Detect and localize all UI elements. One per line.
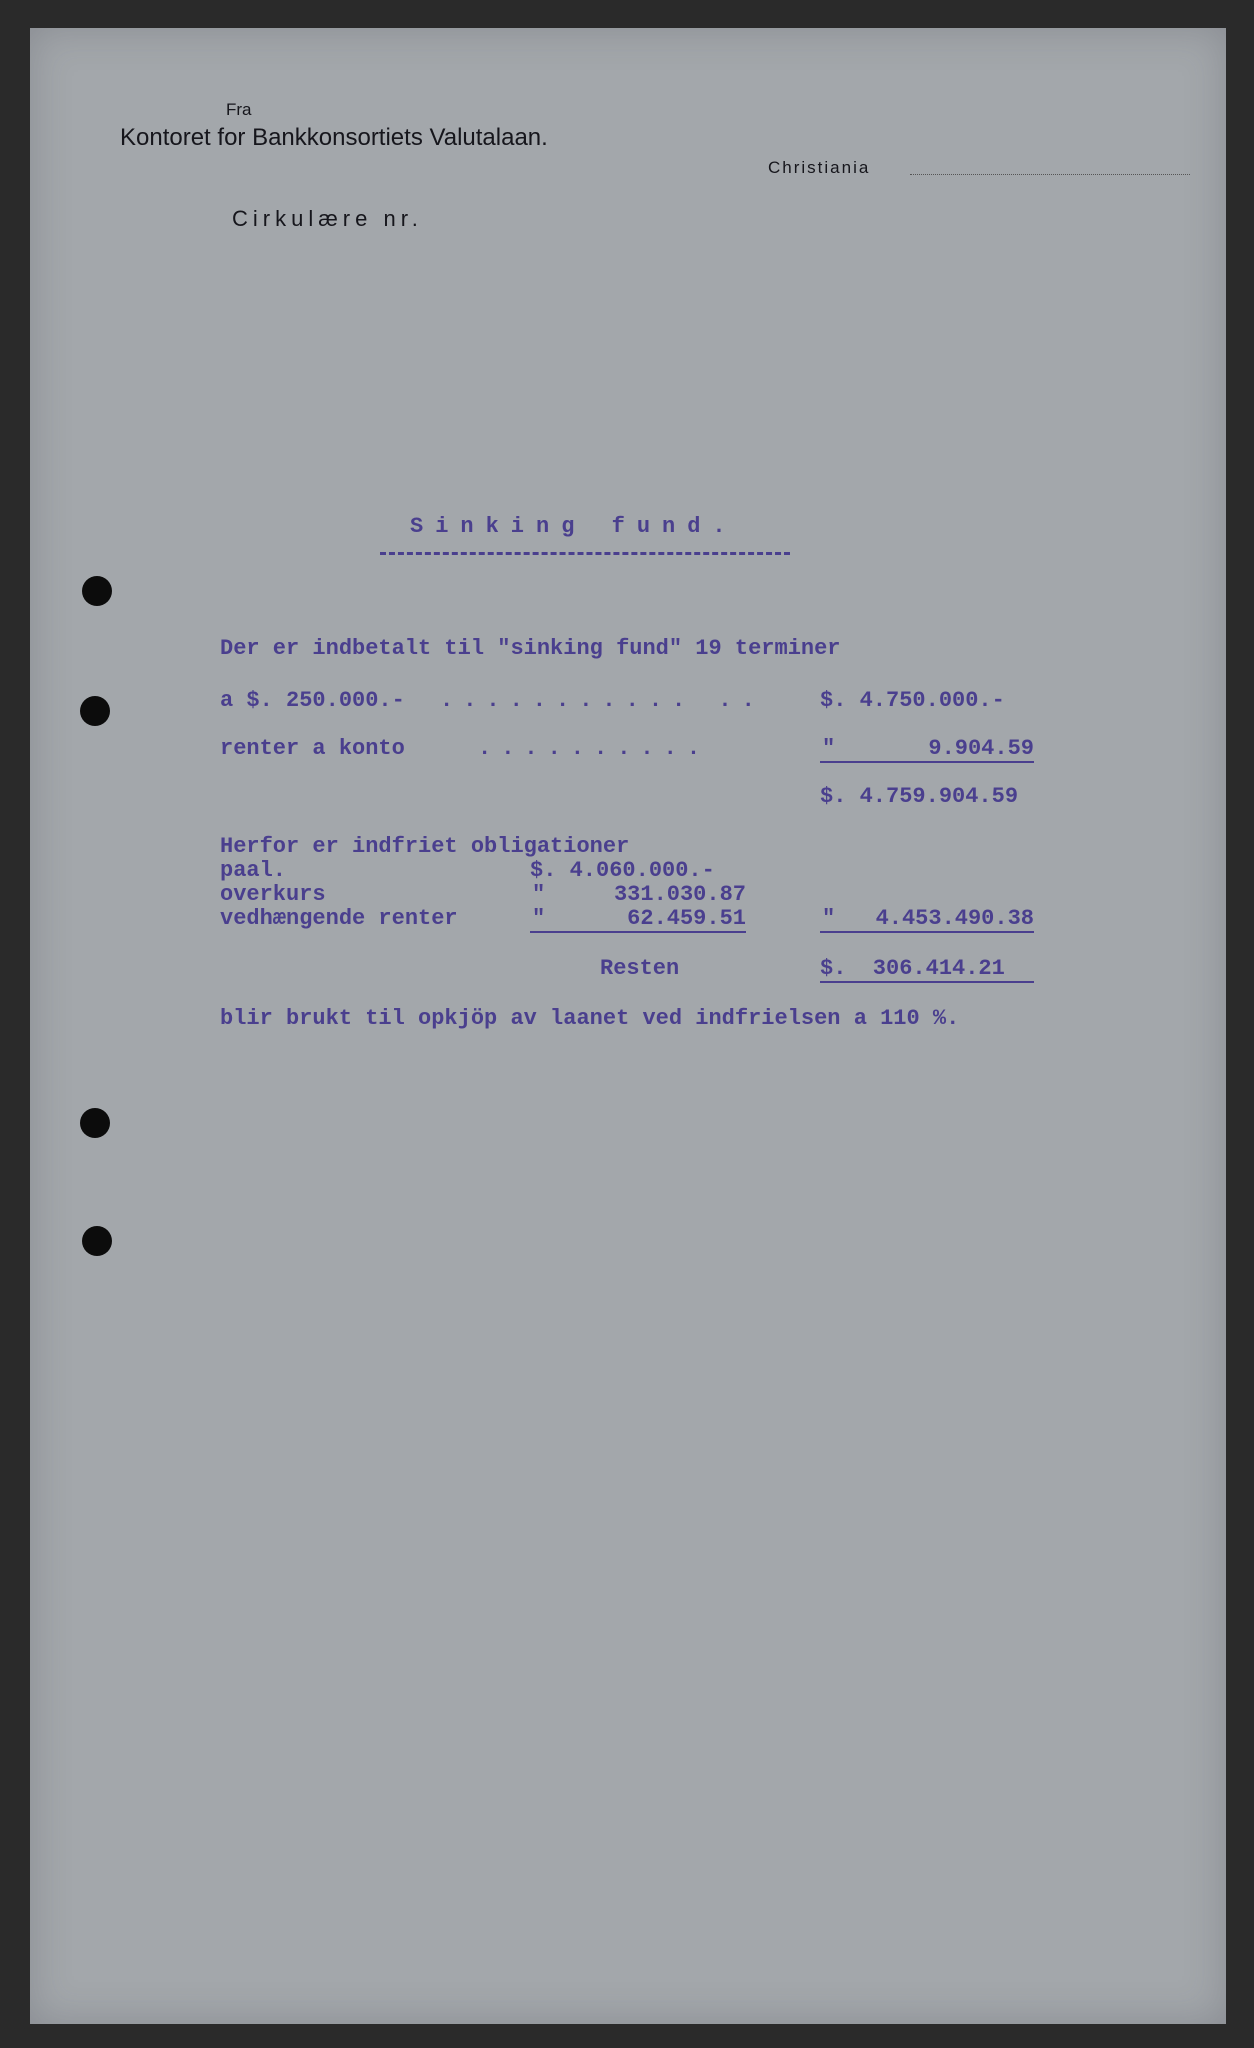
row1-dots: ........... .. <box>440 688 765 713</box>
final-line: blir brukt til opkjöp av laanet ved indfrielsen a 110 %. <box>220 1006 960 1031</box>
circular-number: Cirkulære nr. <box>232 206 423 231</box>
total-1: $. 4.759.904.59 <box>820 784 1019 809</box>
date-line <box>910 174 1190 175</box>
document-title: Sinking fund. <box>410 514 738 539</box>
paal-amount: $. 4.060.000.- <box>530 858 715 883</box>
punch-hole-4 <box>82 1226 112 1256</box>
row2-label: renter a konto <box>220 736 405 761</box>
row2-dots: .......... <box>478 736 711 761</box>
body-line-1: Der er indbetalt til "sinking fund" 19 terminer <box>220 636 841 661</box>
document-page <box>30 28 1226 2024</box>
letterhead-city: Christiania <box>768 158 871 177</box>
row1-amount: $. 4.750.000.- <box>820 688 1005 713</box>
letterhead-fra: Fra <box>226 100 252 119</box>
letterhead-office: Kontoret for Bankkonsortiets Valutalaan. <box>120 124 548 151</box>
vedhaengende-label: vedhængende renter <box>220 906 458 931</box>
vedhaengende-amount: 62.459.51 <box>530 906 746 933</box>
row2-amount: 9.904.59 <box>820 736 1034 763</box>
vedhaengende-total: 4.453.490.38 <box>820 906 1034 933</box>
overkurs-label: overkurs <box>220 882 326 907</box>
punch-hole-1 <box>82 576 112 606</box>
vedhaengende-ditto: " <box>532 906 546 931</box>
row1-label: a $. 250.000.- <box>220 688 405 713</box>
vedhaengende-total-ditto: " <box>822 906 836 931</box>
overkurs-ditto: " <box>532 882 546 907</box>
resten-label: Resten <box>600 956 680 981</box>
punch-hole-3 <box>80 1108 110 1138</box>
overkurs-amount: 331.030.87 <box>613 882 746 907</box>
row2-ditto: " <box>822 736 836 761</box>
herfor-line: Herfor er indfriet obligationer <box>220 834 630 859</box>
title-underline <box>380 552 790 555</box>
paal-label: paal. <box>220 858 287 883</box>
resten-amount: $. 306.414.21 <box>820 956 1034 983</box>
punch-hole-2 <box>80 696 110 726</box>
